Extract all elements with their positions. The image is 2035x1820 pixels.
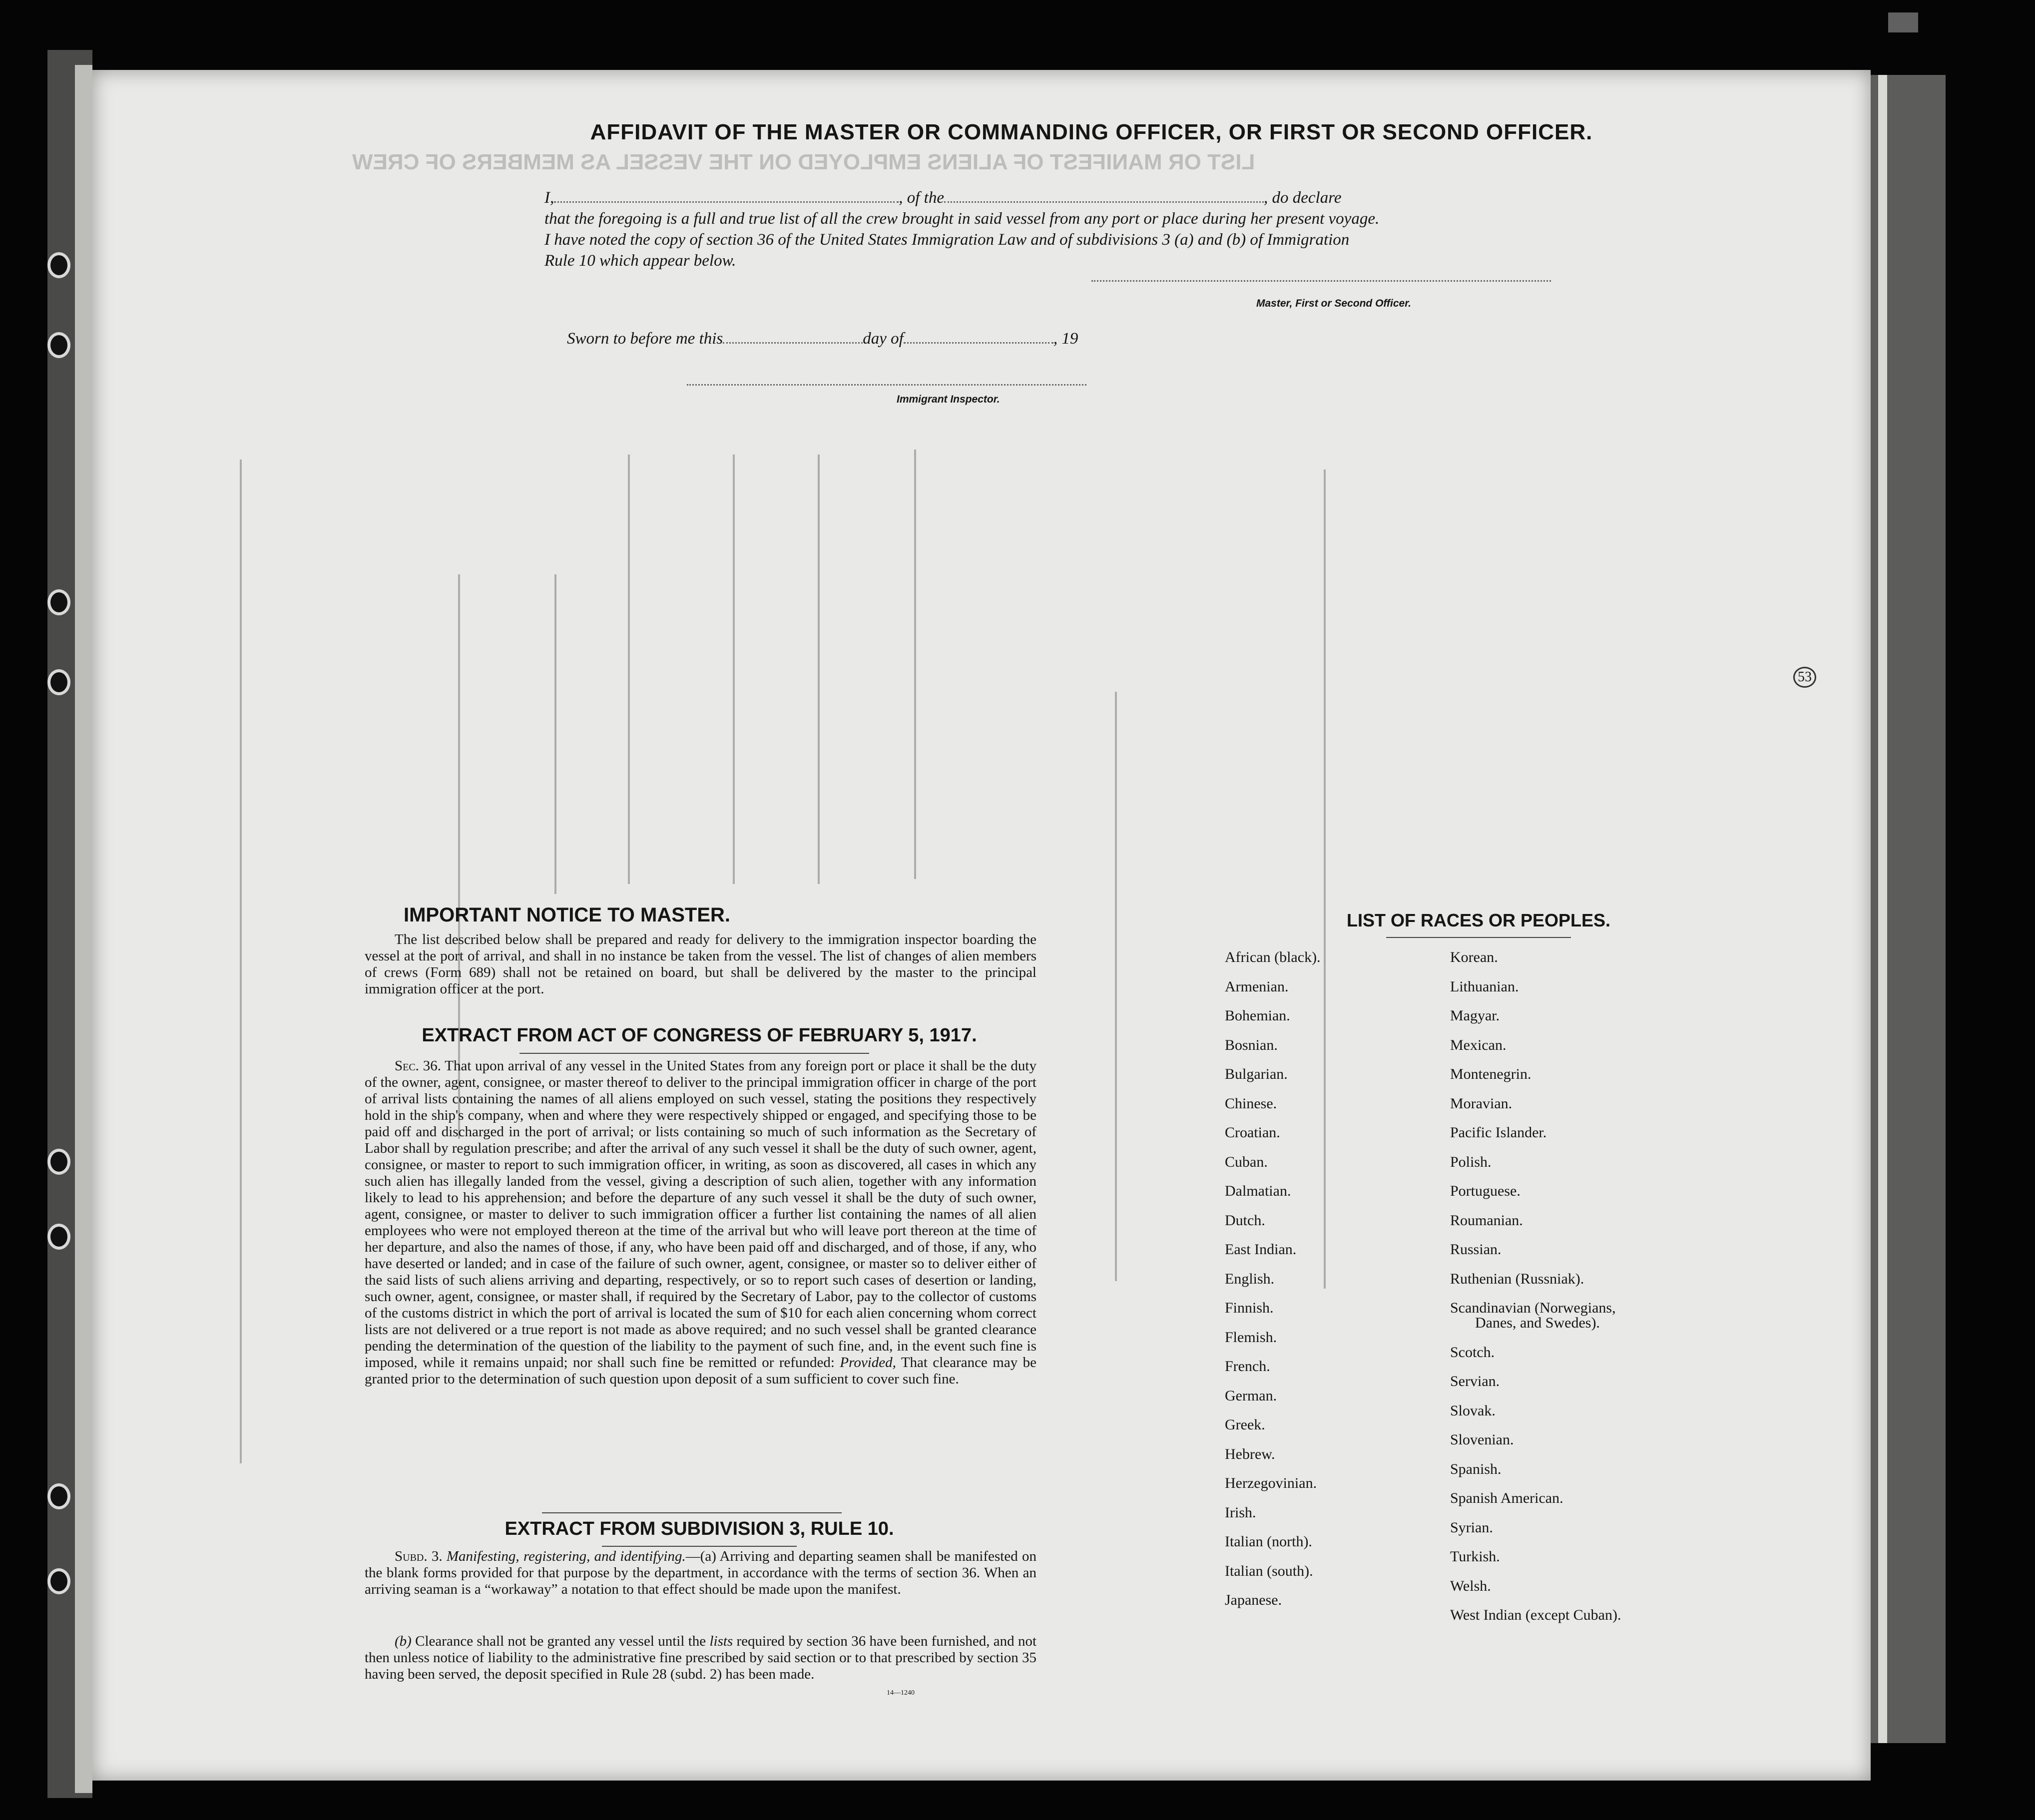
race-item: Italian (south).: [1225, 1563, 1313, 1579]
corner-smudge: [1888, 12, 1918, 32]
show-through-rule: [914, 450, 916, 879]
show-through-rule: [818, 455, 820, 884]
rule-para-b: [365, 1633, 1036, 1683]
race-item: Scotch.: [1450, 1344, 1495, 1361]
act-title-rule: [519, 1053, 869, 1054]
act-body-text: That upon arrival of any vessel in the United States from any foreign port or place it shall be the duty of the owner, agent, consignee, or master thereof to deliver to the principal immigration officer in charge of the port of arrival lists containing the names of all aliens employed on such vessel, stating the positions they respectively hold in the ship's company, when and where they were respectively shipped or engaged, and specifying those to be paid off and discharged in the port of arrival; or lists containing so much of such information as the Secretary of Labor shall by regulation prescribe; and after the arrival of any such vessel it shall be the duty of such owner, agent, consignee, or master to report to such immigration officer, in writing, as soon as discovered, all cases in which any such alien has illegally landed from the vessel, giving a description of such alien, together with any information likely to lead to his apprehension; and before the departure of any such vessel it shall be the duty of such owner, agent, consignee, or master to deliver to such immigration officer a further list containing the names of all alien employees who were not employed thereon at the time of the arrival but who will leave port thereon at the time of her departure, and also the names of those, if any, who have been paid off and discharged, and of those, if any, who have deserted or landed; and in case of the failure of such owner, agent, consignee, or master so to deliver either of the said lists of such aliens arriving and departing, respectively, or so to report such cases of desertion or landing, such owner, agent, consignee, or master shall, if required by the Secretary of Labor, pay to the collector of customs of the customs district in which the port of arrival is located the sum of $10 for each alien concerning whom correct lists are not delivered or a true report is not made as above required; and no such vessel shall be granted clearance pending the determination of the question of the liability to the payment of such fine, and, in the event such fine is imposed, while it remains unpaid; nor shall such fine be remitted or refunded:: [365, 1058, 1036, 1370]
rule-para-a: [365, 1548, 1036, 1598]
rule-para-b-pre: Clearance shall not be granted any vessel until the: [415, 1633, 706, 1649]
race-item: Spanish American.: [1450, 1490, 1563, 1506]
race-item: Irish.: [1225, 1504, 1256, 1521]
race-item: Finnish.: [1225, 1300, 1274, 1316]
race-item: Portuguese.: [1450, 1183, 1521, 1199]
affidavit-declare: , do declare: [1263, 189, 1342, 207]
blank-sworn-month: [904, 342, 1053, 344]
race-item: West Indian (except Cuban).: [1450, 1607, 1621, 1623]
race-item: Croatian.: [1225, 1124, 1280, 1141]
race-item: Spanish.: [1450, 1461, 1502, 1477]
race-item: Welsh.: [1450, 1578, 1491, 1594]
race-item: Lithuanian.: [1450, 978, 1519, 995]
show-through-rule: [1324, 469, 1326, 1289]
notice-title: IMPORTANT NOTICE TO MASTER.: [403, 904, 731, 926]
inspector-caption: Immigrant Inspector.: [897, 394, 1000, 405]
blank-sworn-day: [723, 342, 863, 344]
race-item: German.: [1225, 1387, 1277, 1404]
race-item: French.: [1225, 1358, 1270, 1374]
binding-hole: [47, 332, 70, 358]
rule-para-b-text: required by section 36 have been furnished, and not then unless notice of liability to the administrative fine prescribed by said section or to that prescribed by section 35 having been served, the deposit specified in Rule 28 (subd. 2) has been made.: [365, 1633, 1037, 1682]
race-item: Magyar.: [1450, 1007, 1500, 1024]
act-extract-title: EXTRACT FROM ACT OF CONGRESS OF FEBRUARY 5, 1917.: [422, 1025, 977, 1046]
race-item: Hebrew.: [1225, 1446, 1275, 1462]
binding-hole: [47, 252, 70, 278]
race-item: Slovak.: [1450, 1402, 1496, 1419]
race-item: Dutch.: [1225, 1212, 1265, 1229]
race-item: African (black).: [1225, 949, 1321, 965]
race-item: Dalmatian.: [1225, 1183, 1291, 1199]
blank-officer-name: [554, 201, 899, 203]
race-item: Russian.: [1450, 1241, 1502, 1258]
races-title: LIST OF RACES OR PEOPLES.: [1346, 910, 1611, 930]
race-item: Flemish.: [1225, 1329, 1277, 1346]
sworn-day-of: day of: [863, 330, 904, 348]
race-item: Mexican.: [1450, 1037, 1507, 1053]
notice-body: The list described below shall be prepared and ready for delivery to the immigration inspector boarding the vessel at the port of arrival, and shall in no instance be taken from the vessel. The list of changes of alien members of crews (Form 689) shall not be retained on board, but shall be delivered by the master to the principal immigration officer at the port.: [365, 931, 1036, 997]
inspector-signature-line: [687, 384, 1086, 386]
rule-extract-top-rule: [542, 1512, 842, 1513]
race-item: Herzegovinian.: [1225, 1475, 1317, 1491]
signature-caption: Master, First or Second Officer.: [1256, 298, 1412, 309]
race-item: Cuban.: [1225, 1154, 1268, 1170]
document-page: [92, 70, 1871, 1781]
race-item: Montenegrin.: [1450, 1066, 1531, 1082]
race-item: Bohemian.: [1225, 1007, 1290, 1024]
race-item: Italian (north).: [1225, 1533, 1312, 1550]
act-sec-label: Sec. 36.: [395, 1058, 441, 1074]
act-provided: Provided,: [840, 1355, 896, 1370]
race-item: Bosnian.: [1225, 1037, 1278, 1053]
rule-extract-title-rule: [602, 1546, 797, 1547]
race-item: Ruthenian (Russniak).: [1450, 1271, 1584, 1287]
rule-extract-title: EXTRACT FROM SUBDIVISION 3, RULE 10.: [505, 1518, 894, 1539]
form-number: 14—1240: [887, 1689, 915, 1697]
race-item: Greek.: [1225, 1416, 1265, 1433]
race-item: Korean.: [1450, 949, 1498, 965]
blank-vessel-name: [944, 201, 1264, 203]
rule-para-b-label: (b): [395, 1633, 412, 1649]
races-title-rule: [1386, 937, 1571, 938]
sworn-prefix: Sworn to before me this: [567, 330, 723, 348]
race-item: Danes, and Swedes).: [1475, 1315, 1600, 1331]
affidavit-line-2: that the foregoing is a full and true list of all the crew brought in said vessel from any port or place during her present voyage.: [544, 210, 1380, 228]
rule-para-b-lists: lists: [709, 1633, 733, 1649]
binding-hole: [47, 669, 70, 695]
show-through-rule: [628, 455, 630, 884]
show-through-rule: [240, 459, 242, 1463]
left-page-strip: [75, 65, 92, 1793]
show-through-heading: LIST OR MANIFEST OF ALIENS EMPLOYED ON THE VESSEL AS MEMBERS OF CREW: [352, 150, 1255, 174]
show-through-rule: [458, 574, 460, 1139]
affidavit-of-the: , of the: [899, 189, 944, 207]
race-item: Japanese.: [1225, 1592, 1282, 1608]
sworn-year: , 19: [1053, 330, 1078, 348]
race-item: East Indian.: [1225, 1241, 1297, 1258]
act-body-end: That clearance may be granted prior to the determination of such question upon deposit of a sum sufficient to cover such fine.: [365, 1355, 1037, 1387]
affidavit-line-3: I have noted the copy of section 36 of the United States Immigration Law and of subdivisions 3 (a) and (b) of Immigration: [544, 231, 1350, 249]
affidavit-i: I,: [544, 189, 554, 207]
race-item: Syrian.: [1450, 1519, 1493, 1536]
affidavit-line-1: [544, 189, 1341, 207]
right-page-strip: [1878, 75, 1887, 1743]
rule-subd-label: Subd. 3.: [395, 1548, 443, 1564]
rule-subd-heading: Manifesting, registering, and identifying.: [446, 1548, 686, 1564]
race-item: Bulgarian.: [1225, 1066, 1288, 1082]
race-item: Polish.: [1450, 1154, 1492, 1170]
race-item: Pacific Islander.: [1450, 1124, 1547, 1141]
race-item: Roumanian.: [1450, 1212, 1523, 1229]
race-item: Armenian.: [1225, 978, 1289, 995]
show-through-rule: [1115, 692, 1117, 1281]
rule-para-a-text: —(a) Arriving and departing seamen shall be manifested on the blank forms provided for that purpose by the department, in accordance with the terms of section 36. When an arriving seaman is a “workaway” a notation to that effect should be made upon the manifest.: [365, 1548, 1036, 1597]
signature-line: [1091, 280, 1551, 282]
binding-hole: [47, 1224, 70, 1250]
race-item: Slovenian.: [1450, 1431, 1514, 1448]
margin-mark: 53: [1793, 667, 1816, 688]
show-through-rule: [733, 455, 735, 884]
binding-hole: [47, 589, 70, 615]
affidavit-line-4: Rule 10 which appear below.: [544, 252, 736, 270]
show-through-rule: [554, 574, 556, 894]
race-item: English.: [1225, 1271, 1275, 1287]
race-item: Scandinavian (Norwegians,: [1450, 1300, 1616, 1316]
act-body: [365, 1058, 1036, 1387]
binding-hole: [47, 1568, 70, 1594]
race-item: Turkish.: [1450, 1548, 1500, 1565]
sworn-line: [567, 330, 1078, 348]
binding-hole: [47, 1149, 70, 1175]
race-item: Servian.: [1450, 1373, 1500, 1389]
race-item: Moravian.: [1450, 1095, 1513, 1112]
binding-hole: [47, 1483, 70, 1509]
race-item: Chinese.: [1225, 1095, 1277, 1112]
affidavit-title: AFFIDAVIT OF THE MASTER OR COMMANDING OFFICER, OR FIRST OR SECOND OFFICER.: [590, 120, 1593, 144]
